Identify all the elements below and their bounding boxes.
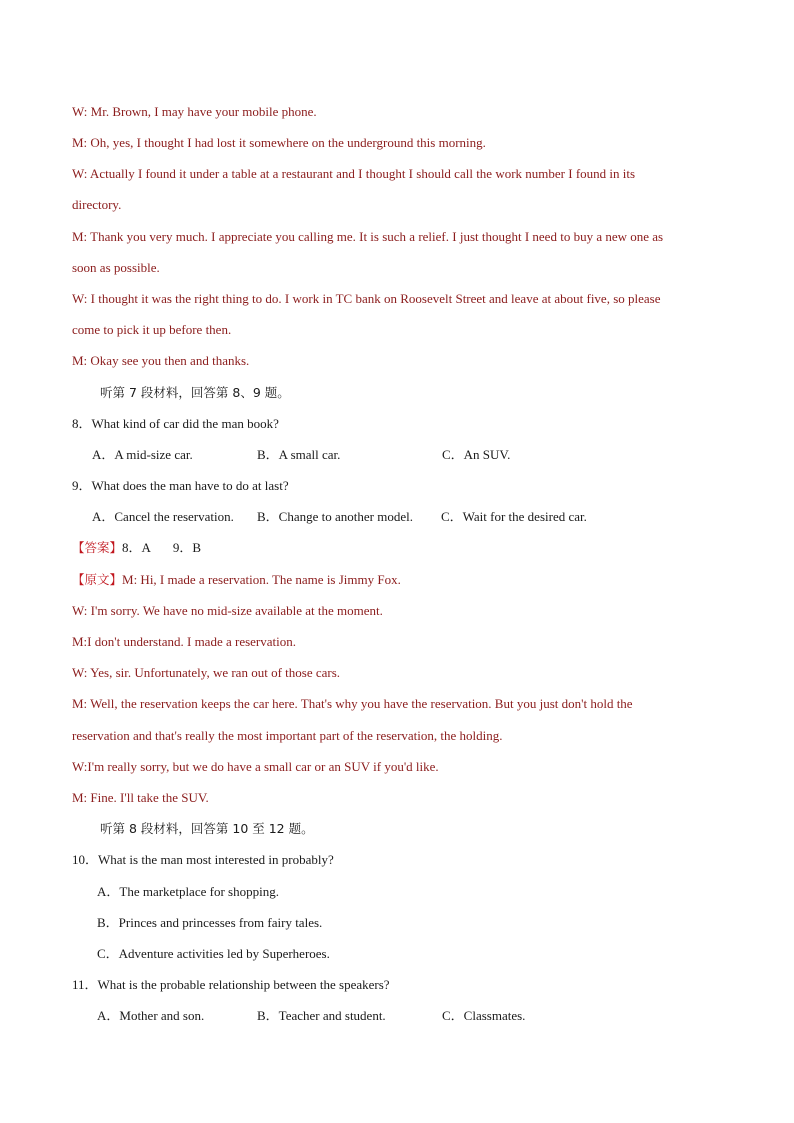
q10-option-a: A．The marketplace for shopping. [97, 884, 279, 899]
dialogue-line: directory. [72, 197, 122, 212]
q8-option-b: B．A small car. [257, 447, 341, 462]
q9-option-c: C．Wait for the desired car. [441, 509, 587, 524]
dialogue-line: M: Fine. I'll take the SUV. [72, 790, 209, 805]
question-11: 11．What is the probable relationship between the speakers? [72, 977, 390, 992]
q9-option-b: B．Change to another model. [257, 509, 413, 524]
dialogue-line: W:I'm really sorry, but we do have a small car or an SUV if you'd like. [72, 759, 439, 774]
dialogue-line: M: Well, the reservation keeps the car here. That's why you have the reservation. But you just don't hold the [72, 696, 633, 711]
dialogue-line: W: Mr. Brown, I may have your mobile phone. [72, 104, 317, 119]
answer-label: 【答案】 [72, 540, 123, 555]
dialogue-line: M: Thank you very much. I appreciate you calling me. It is such a relief. I just thought I need to buy a new one as [72, 229, 664, 244]
answer-text: 8．A 9．B [122, 540, 202, 555]
answer-line [72, 540, 201, 556]
script-label: 【原文】 [72, 572, 123, 587]
dialogue-line: M: Okay see you then and thanks. [72, 353, 250, 368]
dialogue-line: W: Yes, sir. Unfortunately, we ran out of those cars. [72, 665, 341, 680]
section-heading: 听第 7 段材料，回答第 8、9 题。 [100, 385, 290, 400]
dialogue-line: W: Actually I found it under a table at a restaurant and I thought I should call the work number I found in its [72, 166, 636, 181]
dialogue-line: W: I thought it was the right thing to do. I work in TC bank on Roosevelt Street and leave at about five, so please [72, 291, 661, 306]
section-heading: 听第 8 段材料，回答第 10 至 12 题。 [100, 821, 314, 836]
script-line [72, 572, 401, 588]
q10-option-b: B．Princes and princesses from fairy tales. [97, 915, 323, 930]
dialogue-line: M:I don't understand. I made a reservation. [72, 634, 296, 649]
q8-option-a: A．A mid-size car. [92, 447, 193, 462]
q11-option-a: A．Mother and son. [97, 1008, 205, 1023]
dialogue-line: M: Hi, I made a reservation. The name is Jimmy Fox. [122, 572, 401, 587]
question-10: 10．What is the man most interested in probably? [72, 852, 334, 867]
q8-option-c: C．An SUV. [442, 447, 511, 462]
q11-option-c: C．Classmates. [442, 1008, 526, 1023]
q10-option-c: C．Adventure activities led by Superheroes. [97, 946, 330, 961]
dialogue-line: W: I'm sorry. We have no mid-size available at the moment. [72, 603, 383, 618]
dialogue-line: M: Oh, yes, I thought I had lost it somewhere on the underground this morning. [72, 135, 486, 150]
q9-option-a: A．Cancel the reservation. [92, 509, 234, 524]
dialogue-line: soon as possible. [72, 260, 160, 275]
question-9: 9．What does the man have to do at last? [72, 478, 289, 493]
dialogue-line: come to pick it up before then. [72, 322, 232, 337]
dialogue-line: reservation and that's really the most important part of the reservation, the holding. [72, 728, 503, 743]
question-8: 8．What kind of car did the man book? [72, 416, 279, 431]
q11-option-b: B．Teacher and student. [257, 1008, 386, 1023]
